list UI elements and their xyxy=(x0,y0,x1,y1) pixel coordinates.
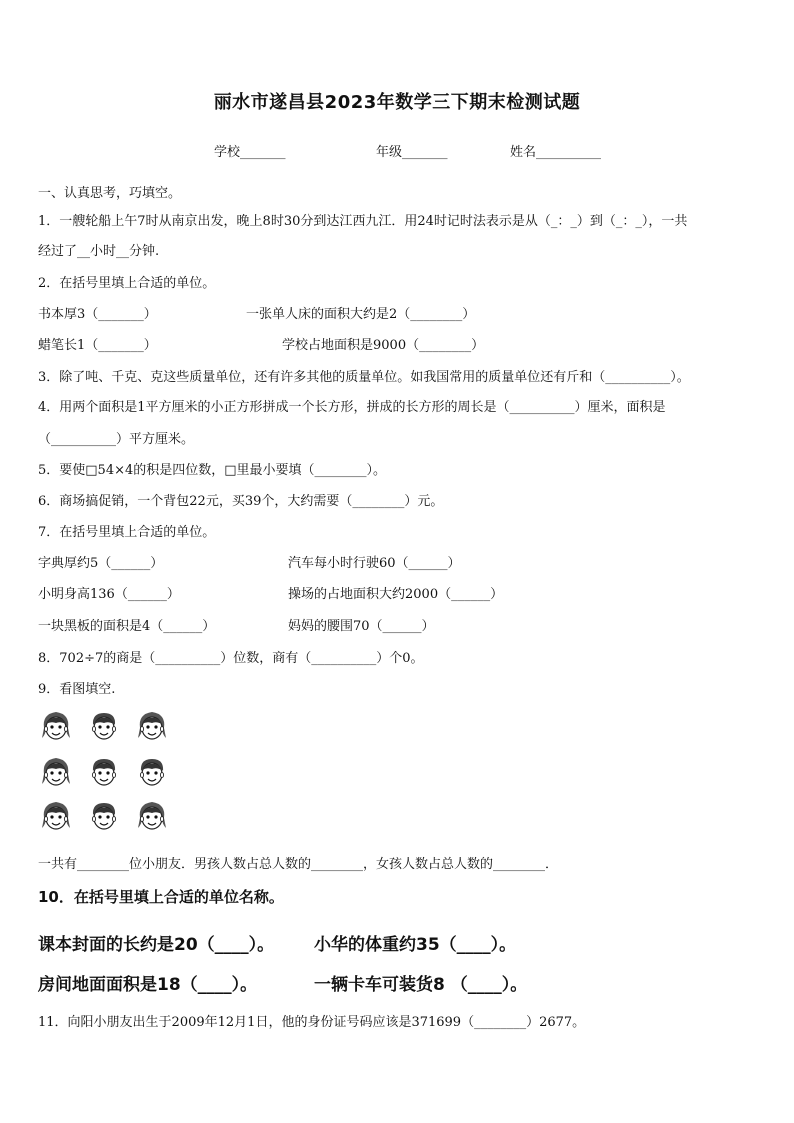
question-7-item-c: 小明身高136（______） xyxy=(38,587,180,602)
girl-face-icon xyxy=(134,708,170,744)
question-10-item-c: 房间地面面积是18（____）。 xyxy=(38,975,258,995)
question-8: 8．702÷7的商是（__________）位数，商有（__________）个0。 xyxy=(38,651,424,666)
question-7-item-b: 汽车每小时行驶60（______） xyxy=(288,556,461,571)
grade-field: 年级_______ xyxy=(376,145,448,160)
question-10-item-b: 小华的体重约35（____）。 xyxy=(314,935,517,955)
question-4-line-2: （__________）平方厘米。 xyxy=(38,432,195,447)
page-title: 丽水市遂昌县2023年数学三下期末检测试题 xyxy=(213,92,581,113)
question-10-heading: 10．在括号里填上合适的单位名称。 xyxy=(38,888,284,906)
question-7-item-f: 妈妈的腰围70（______） xyxy=(288,619,435,634)
question-5: 5．要使□54×4的积是四位数，□里最小要填（________）。 xyxy=(38,463,387,478)
girl-face-icon xyxy=(38,708,74,744)
question-2-item-b: 一张单人床的面积大约是2（________） xyxy=(246,307,476,322)
question-1-line-2: 经过了__小时__分钟. xyxy=(38,244,160,259)
question-7-heading: 7．在括号里填上合适的单位。 xyxy=(38,525,216,540)
question-4-line-1: 4．用两个面积是1平方厘米的小正方形拼成一个长方形，拼成的长方形的周长是（__________）厘米，面积是 xyxy=(38,400,666,415)
question-2-heading: 2．在括号里填上合适的单位。 xyxy=(38,276,216,291)
question-10-item-a: 课本封面的长约是20（____）。 xyxy=(38,935,275,955)
question-2-item-a: 书本厚3（_______） xyxy=(38,307,157,322)
girl-face-icon xyxy=(38,754,74,790)
boy-face-icon xyxy=(86,798,122,834)
boy-face-icon xyxy=(86,708,122,744)
question-2-item-d: 学校占地面积是9000（________） xyxy=(282,338,485,353)
question-6: 6．商场搞促销，一个背包22元，买39个，大约需要（________）元。 xyxy=(38,494,444,509)
question-7-item-a: 字典厚约5（______） xyxy=(38,556,164,571)
boy-face-icon xyxy=(86,754,122,790)
girl-face-icon xyxy=(38,798,74,834)
boy-face-icon xyxy=(134,754,170,790)
question-10-item-d: 一辆卡车可装货8 （____）。 xyxy=(314,975,528,995)
question-7-item-e: 一块黑板的面积是4（______） xyxy=(38,619,216,634)
question-9-answer: 一共有________位小朋友．男孩人数占总人数的________，女孩人数占总人数的________． xyxy=(38,857,559,872)
school-field: 学校_______ xyxy=(214,145,286,160)
girl-face-icon xyxy=(134,798,170,834)
name-field: 姓名__________ xyxy=(510,145,602,160)
section-heading: 一、认真思考，巧填空。 xyxy=(38,186,182,201)
question-9-heading: 9．看图填空. xyxy=(38,682,116,697)
question-11: 11．向阳小朋友出生于2009年12月1日，他的身份证号码应该是371699（________）2677。 xyxy=(38,1015,586,1030)
question-3: 3．除了吨、千克、克这些质量单位，还有许多其他的质量单位。如我国常用的质量单位还有斤和（__________）。 xyxy=(38,370,690,385)
question-2-item-c: 蜡笔长1（_______） xyxy=(38,338,157,353)
question-7-item-d: 操场的占地面积大约2000（______） xyxy=(288,587,504,602)
question-1-line-1: 1．一艘轮船上午7时从南京出发，晚上8时30分到达江西九江．用24时记时法表示是从（_：_）到（_：_），一共 xyxy=(38,214,688,229)
